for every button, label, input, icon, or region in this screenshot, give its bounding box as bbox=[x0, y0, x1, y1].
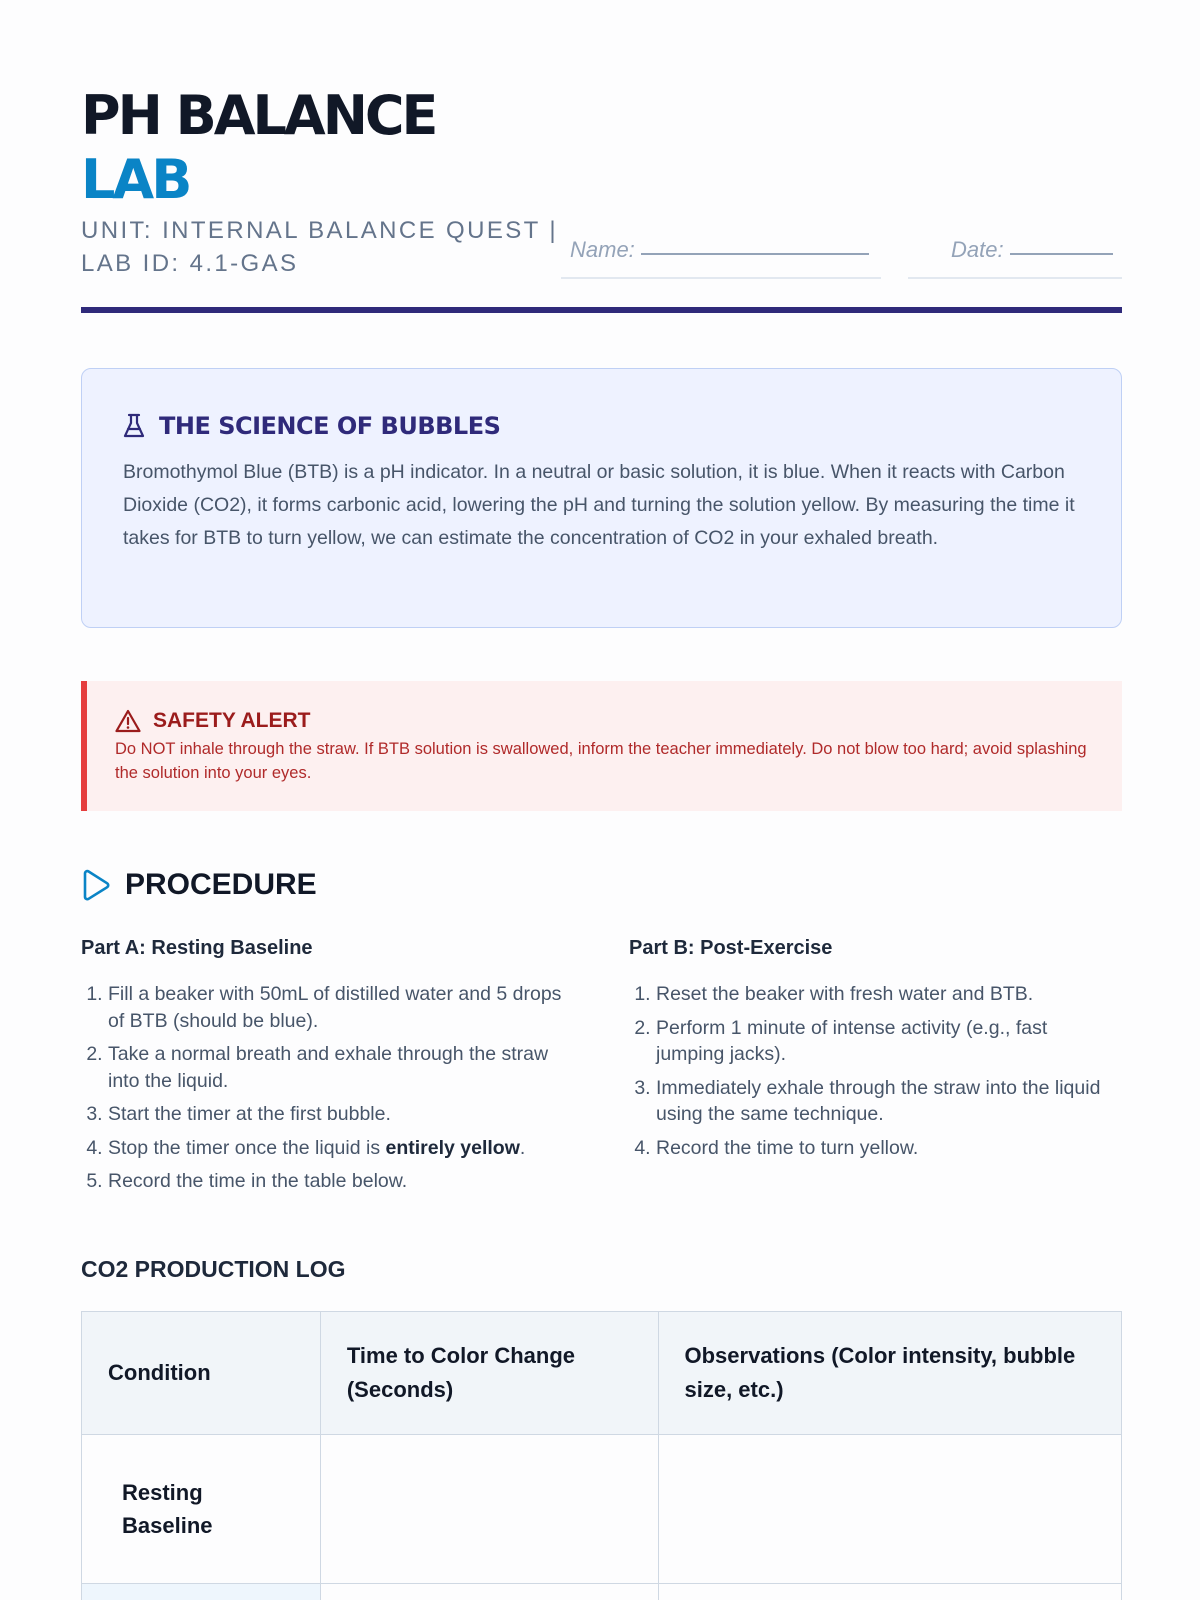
list-item: 3. Immediately exhale through the straw into the liquid using the same technique. bbox=[656, 1075, 1119, 1128]
date-blank-line bbox=[1010, 253, 1113, 255]
time-input-cell[interactable] bbox=[320, 1584, 658, 1600]
part-b-steps bbox=[629, 981, 1119, 1161]
safety-title: SAFETY ALERT bbox=[153, 709, 311, 732]
list-item: 1. Reset the beaker with fresh water and BTB. bbox=[656, 981, 1119, 1008]
step-text: Stop the timer once the liquid is bbox=[108, 1136, 386, 1159]
title-line-2: LAB bbox=[81, 148, 190, 211]
table-row bbox=[82, 1584, 1122, 1600]
time-input-cell[interactable] bbox=[320, 1435, 658, 1584]
date-label: Date: bbox=[951, 237, 1004, 262]
flask-icon bbox=[123, 413, 145, 439]
column-header-time: Time to Color Change (Seconds) bbox=[320, 1312, 658, 1435]
step-text-end: . bbox=[519, 1136, 526, 1159]
list-item: 3. Start the timer at the first bubble. bbox=[108, 1101, 571, 1128]
condition-cell: Resting Baseline bbox=[82, 1435, 321, 1584]
lab-id-line: LAB ID: 4.1-GAS bbox=[81, 250, 299, 277]
science-heading bbox=[123, 412, 1081, 440]
list-item: 2. Perform 1 minute of intense activity (e.g., fast jumping jacks). bbox=[656, 1015, 1119, 1068]
safety-heading bbox=[115, 709, 1092, 733]
safety-body: Do NOT inhale through the straw. If BTB solution is swallowed, inform the teacher immediately. Do not blow too hard; avoid splashing the solution into your eyes. bbox=[115, 740, 1087, 782]
procedure-title: PROCEDURE bbox=[125, 868, 317, 901]
procedure-heading bbox=[81, 868, 317, 902]
safety-alert bbox=[81, 681, 1122, 811]
part-a-steps bbox=[81, 981, 571, 1195]
part-b-title: Part B: Post-Exercise bbox=[629, 937, 833, 959]
list-item: 5. Record the time in the table below. bbox=[108, 1168, 571, 1195]
unit-line: UNIT: INTERNAL BALANCE QUEST | bbox=[81, 217, 558, 244]
part-a-title: Part A: Resting Baseline bbox=[81, 937, 313, 959]
observations-input-cell[interactable] bbox=[658, 1435, 1122, 1584]
co2-log-table bbox=[81, 1311, 1122, 1600]
part-b bbox=[629, 937, 1119, 1168]
science-title: THE SCIENCE OF BUBBLES bbox=[159, 412, 501, 440]
name-blank-line bbox=[641, 253, 869, 255]
log-title: CO2 PRODUCTION LOG bbox=[81, 1256, 346, 1282]
list-item bbox=[108, 1135, 571, 1162]
part-a bbox=[81, 937, 571, 1202]
warning-triangle-icon bbox=[115, 709, 141, 733]
header-divider bbox=[81, 307, 1122, 313]
unit-info bbox=[81, 214, 561, 280]
step-emphasis: entirely yellow bbox=[385, 1136, 520, 1159]
name-label: Name: bbox=[570, 237, 635, 262]
column-header-condition: Condition bbox=[82, 1312, 321, 1435]
name-field[interactable] bbox=[561, 237, 881, 279]
date-field[interactable] bbox=[908, 237, 1122, 279]
condition-cell bbox=[82, 1584, 321, 1600]
play-icon bbox=[81, 869, 111, 901]
list-item: 2. Take a normal breath and exhale through the straw into the liquid. bbox=[108, 1041, 571, 1094]
table-header-row bbox=[82, 1312, 1122, 1435]
list-item: 1. Fill a beaker with 50mL of distilled water and 5 drops of BTB (should be blue). bbox=[108, 981, 571, 1034]
observations-input-cell[interactable] bbox=[658, 1584, 1122, 1600]
page-title bbox=[81, 84, 435, 212]
science-body: Bromothymol Blue (BTB) is a pH indicator. In a neutral or basic solution, it is blue. When it reacts with Carbon Dioxide (CO2), it forms carbonic acid, lowering the pH and turning the solution yellow. By measuring the time it takes for BTB to turn yellow, we can estimate the concentration of CO2 in your exhaled breath. bbox=[123, 461, 1075, 549]
column-header-observations: Observations (Color intensity, bubble size, etc.) bbox=[658, 1312, 1122, 1435]
title-line-1: PH BALANCE bbox=[81, 84, 436, 147]
science-box bbox=[81, 368, 1122, 628]
list-item: 4. Record the time to turn yellow. bbox=[656, 1135, 1119, 1162]
table-row bbox=[82, 1435, 1122, 1584]
